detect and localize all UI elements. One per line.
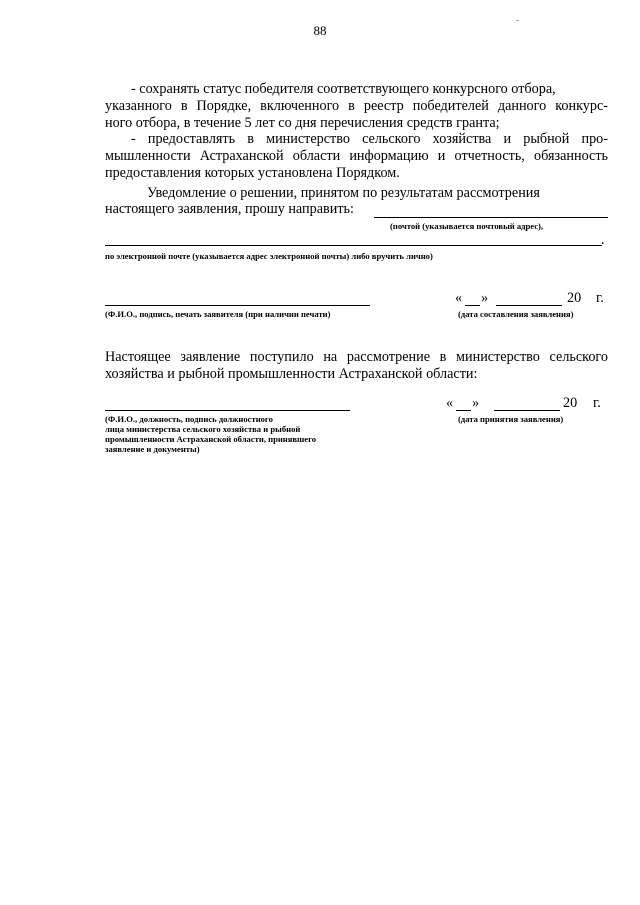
- obligation-line-4: - предоставлять в министерство сельского хозяйства и рыбной про-: [131, 131, 608, 147]
- compiled-year-prefix: 20: [567, 290, 582, 306]
- official-hint-line-2: лица министерства сельского хозяйства и рыбной: [105, 424, 301, 434]
- received-year-suffix: г.: [593, 395, 601, 411]
- received-line-1: Настоящее заявление поступило на рассмотрение в министерство сельского: [105, 349, 608, 365]
- received-line-2: хозяйства и рыбной промышленности Астраханской области:: [105, 366, 478, 382]
- compiled-date-close-quote: »: [481, 290, 489, 306]
- compiled-month-field[interactable]: [496, 305, 562, 306]
- compiled-date-hint: (дата составления заявления): [458, 309, 574, 319]
- obligation-line-3: ного отбора, в течение 5 лет со дня перечисления средств гранта;: [105, 115, 500, 131]
- obligation-line-1: - сохранять статус победителя соответствующего конкурсного отбора,: [131, 81, 556, 97]
- obligation-line-2: указанного в Порядке, включенного в реестр победителей данного конкурс-: [105, 98, 608, 114]
- official-hint-line-1: (Ф.И.О., должность, подпись должностного: [105, 414, 273, 424]
- page-number: 88: [313, 23, 327, 38]
- obligation-line-6: предоставления которых установлена Порядком.: [105, 165, 400, 181]
- compiled-day-field[interactable]: [465, 305, 480, 306]
- official-signature-field[interactable]: [105, 410, 350, 411]
- compiled-year-suffix: г.: [596, 290, 604, 306]
- postal-address-field[interactable]: [374, 217, 608, 218]
- scan-speck: [516, 20, 519, 21]
- obligation-line-5: мышленности Астраханской области информацию и отчетность, обязанность: [105, 148, 608, 164]
- address-period: .: [601, 232, 605, 248]
- email-hint: по электронной почте (указывается адрес электронной почты) либо вручить лично): [105, 251, 433, 261]
- received-year-prefix: 20: [563, 395, 578, 411]
- notification-line-1: Уведомление о решении, принятом по результатам рассмотрения: [147, 185, 540, 201]
- address-continuation-field[interactable]: [105, 245, 602, 246]
- official-hint-line-3: промышленности Астраханской области, принявшего: [105, 434, 317, 444]
- notification-line-2: настоящего заявления, прошу направить:: [105, 201, 354, 217]
- applicant-signature-hint: (Ф.И.О., подпись, печать заявителя (при наличии печати): [105, 309, 331, 319]
- compiled-date-open-quote: «: [455, 290, 463, 306]
- received-date-open-quote: «: [446, 395, 454, 411]
- received-date-hint: (дата принятия заявления): [458, 414, 564, 424]
- received-day-field[interactable]: [456, 410, 471, 411]
- received-month-field[interactable]: [494, 410, 560, 411]
- received-date-close-quote: »: [472, 395, 480, 411]
- postal-hint: (почтой (указывается почтовый адрес),: [390, 221, 544, 231]
- official-hint-line-4: заявление и документы): [105, 444, 200, 454]
- applicant-signature-field[interactable]: [105, 305, 370, 306]
